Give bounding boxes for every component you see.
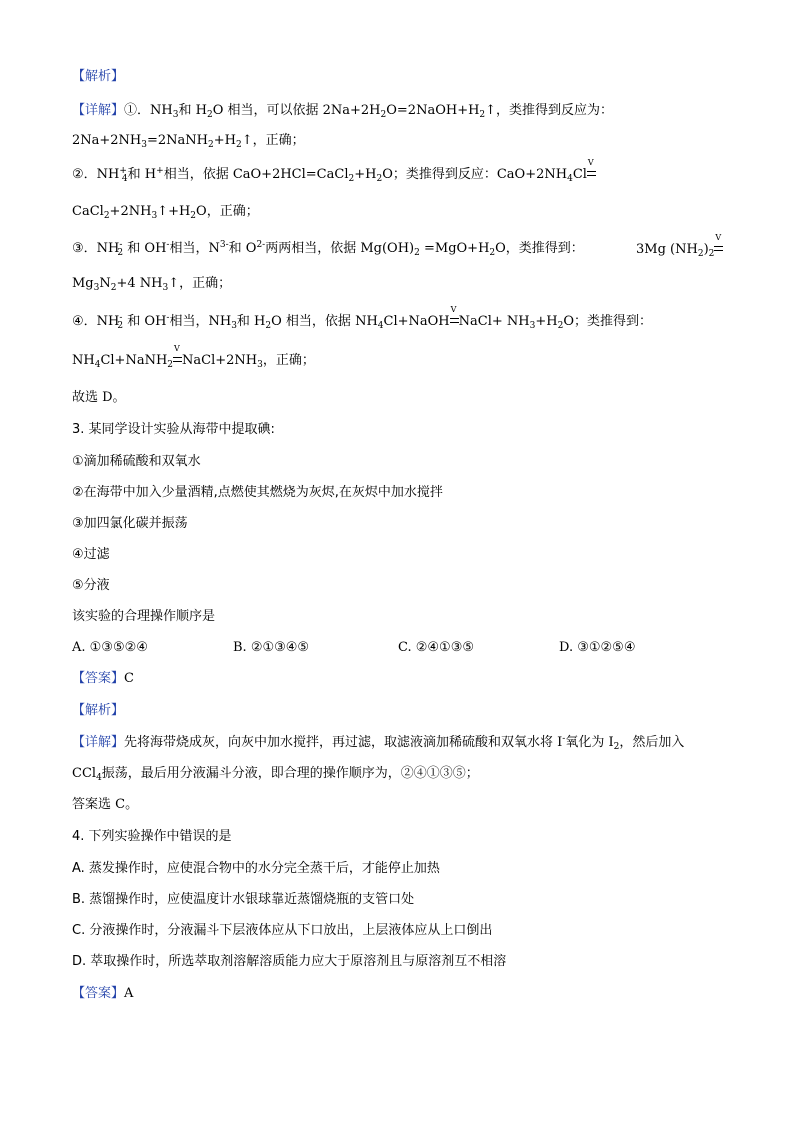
q2-detail-line-4: ④．$NH^-_2$ 和 OH-相当，$NH_3$和 $H_2O$ 相当，依据 $NH_4Cl+NaOHV$ NaCl+ $NH_3+H_2O$；类推得到：	[72, 313, 652, 330]
q3-analysis-heading: 【解析】	[72, 703, 125, 718]
q3-option-d: D. ③①②⑤④	[559, 640, 636, 655]
q3-conclusion: 答案选 C。	[72, 797, 139, 812]
q3-detail-1-text: 先将海带烧成灰，向灰中加水搅拌，再过滤，取滤液滴加稀硫酸和双氧水将 I-氧化为 $I_2$，然后加入	[124, 734, 685, 752]
q3-question: 该实验的合理操作顺序是	[72, 609, 216, 624]
q2-detail-line-3b: $Mg_3N_2+4$ $NH_3↑$，正确；	[72, 276, 232, 293]
q4-option-d: D. 萃取操作时，所选萃取剂溶解溶质能力应大于原溶剂且与原溶剂互不相溶	[72, 954, 507, 969]
q4-stem: 4. 下列实验操作中错误的是	[72, 829, 232, 844]
q2-p1-text: ①．$NH_3$和 $H_2O$ 相当，可以依据 $2Na+2H_2O=2NaOH+H_2↑$，类推得到反应为：	[124, 103, 614, 120]
heating-sign-icon	[714, 241, 723, 255]
q2-detail-line-2b: $CaCl_2+2NH_3↑+H_2O$，正确；	[72, 204, 259, 221]
q2-detail-line-1b: $2Na+2NH_3=2NaNH_2+H_2↑$，正确；	[72, 133, 305, 150]
q3-step-4: ④过滤	[72, 547, 110, 562]
q3-step-5: ⑤分液	[72, 578, 110, 593]
q2-detail-line-3-right: 3Mg $(NH_2)_2V$	[636, 241, 723, 258]
q3-stem: 3. 某同学设计实验从海带中提取碘:	[72, 422, 275, 437]
analysis-heading: 【解析】	[72, 69, 125, 84]
heating-sign-icon	[450, 313, 459, 327]
q3-detail-line-1	[72, 735, 684, 751]
q3-option-c: C. ②④①③⑤	[398, 640, 475, 655]
heating-sign-icon	[587, 166, 596, 180]
q3-answer	[72, 671, 134, 687]
q3-answer-value: C	[124, 671, 134, 686]
detail-tag: 【详解】	[72, 103, 125, 118]
q2-conclusion: 故选 D。	[72, 390, 126, 405]
answer-tag: 【答案】	[72, 671, 125, 686]
q4-option-a: A. 蒸发操作时，应使混合物中的水分完全蒸干后，才能停止加热	[72, 861, 440, 876]
q2-detail-line-4b: $NH_4Cl+NaNH_2V$ $NaCl+2NH_3$，正确；	[72, 352, 315, 369]
q4-answer-value: A	[124, 986, 134, 1001]
answer-tag: 【答案】	[72, 986, 125, 1001]
q2-detail-line-1	[72, 103, 613, 119]
q2-detail-line-3: ③．$NH^-_2$ 和 OH-相当，$N^{3-}$和 $O^{2-}$两两相当，依据 $Mg(OH)_2 =MgO+H_2O$，类推得到：	[72, 240, 584, 258]
q3-step-2: ②在海带中加入少量酒精,点燃使其燃烧为灰烬,在灰烬中加水搅拌	[72, 485, 443, 500]
q4-answer	[72, 986, 133, 1002]
q3-step-1: ①滴加稀硫酸和双氧水	[72, 454, 201, 469]
q2-detail-line-2: ②．$NH^+_4$和 H+相当，依据 $CaO+2HCl=CaCl_2+H_2O$；类推得到反应：$CaO+2NH_4ClV$	[72, 166, 596, 183]
q3-detail-line-2: CCl$_4$振荡，最后用分液漏斗分液，即合理的操作顺序为，②④①③⑤；	[72, 766, 479, 783]
detail-tag: 【详解】	[72, 735, 125, 750]
q3-option-b: B. ②①③④⑤	[233, 640, 310, 655]
q4-option-b: B. 蒸馏操作时，应使温度计水银球靠近蒸馏烧瓶的支管口处	[72, 892, 415, 907]
q3-step-3: ③加四氯化碳并振荡	[72, 516, 188, 531]
heating-sign-icon	[173, 352, 182, 366]
q4-option-c: C. 分液操作时，分液漏斗下层液体应从下口放出，上层液体应从上口倒出	[72, 923, 493, 938]
q3-option-a: A. ①③⑤②④	[72, 640, 148, 655]
